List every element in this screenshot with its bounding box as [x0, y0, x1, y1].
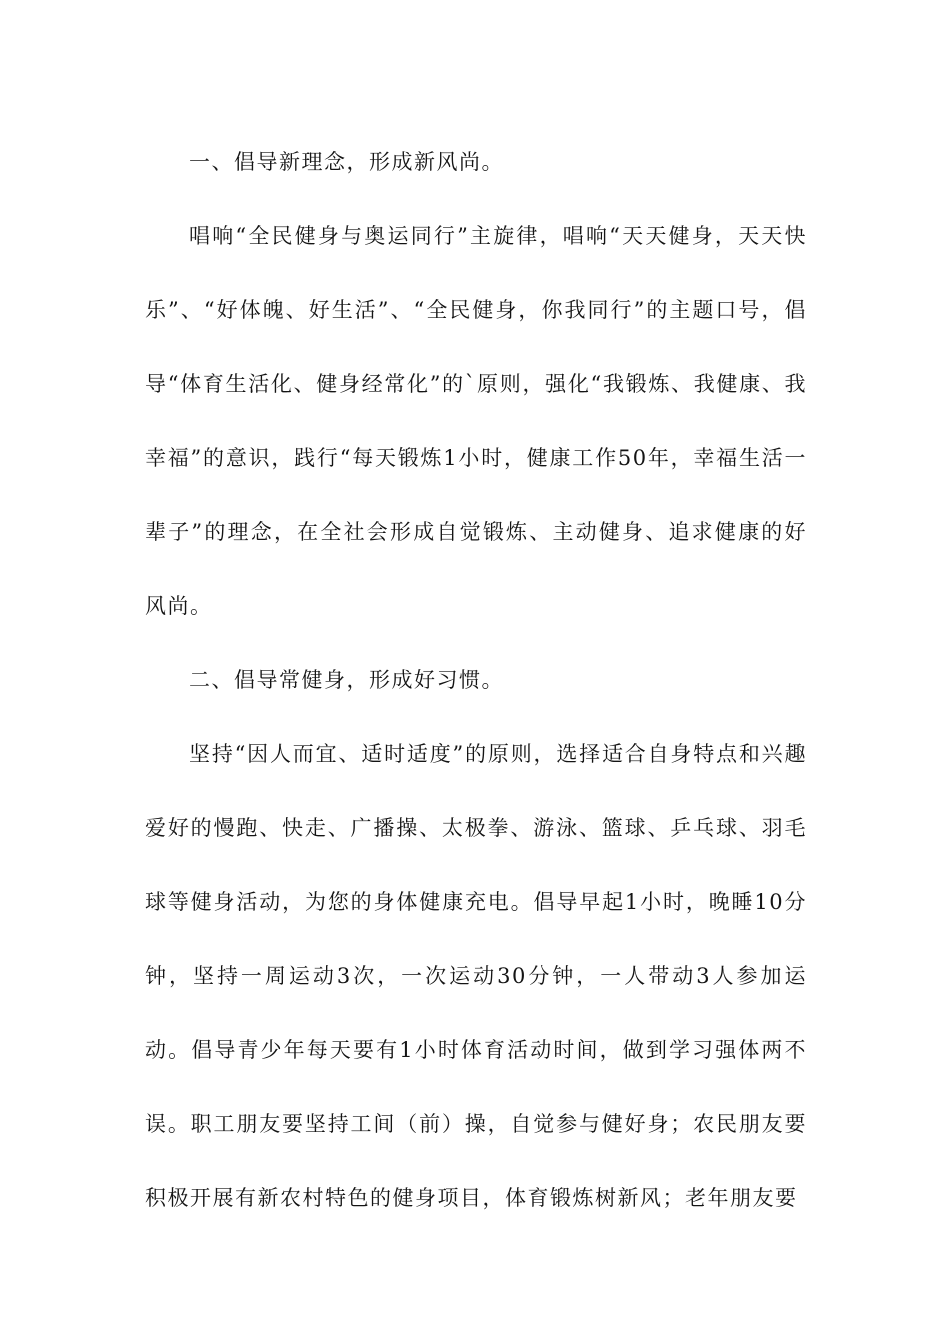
section-heading-2: 二、倡导常健身，形成好习惯。 — [189, 668, 504, 692]
section-heading-1: 一、倡导新理念，形成新风尚。 — [189, 150, 504, 174]
document-body — [145, 125, 807, 1235]
body-paragraph-2: 坚持“因人而宜、适时适度”的原则，选择适合自身特点和兴趣爱好的慢跑、快走、广播操、太极拳、游泳、篮球、乒乓球、羽毛球等健身活动，为您的身体健康充电。倡导早起1小时，晚睡10分钟，坚持一周运动3次，一次运动30分钟，一人带动3人参加运动。倡导青少年每天要有1小时体育活动时间，做到学习强体两不误。职工朋友要坚持工间（前）操，自觉参与健好身；农民朋友要积极开展有新农村特色的健身项目，体育锻炼树新风；老年朋友要 — [145, 742, 807, 1210]
body-paragraph-1: 唱响“全民健身与奥运同行”主旋律，唱响“天天健身，天天快乐”、“好体魄、好生活”、“全民健身，你我同行”的主题口号，倡导“体育生活化、健身经常化”的`原则，强化“我锻炼、我健康、我幸福”的意识，践行“每天锻炼1小时，健康工作50年，幸福生活一辈子”的理念，在全社会形成自觉锻炼、主动健身、追求健康的好风尚。 — [145, 224, 807, 618]
